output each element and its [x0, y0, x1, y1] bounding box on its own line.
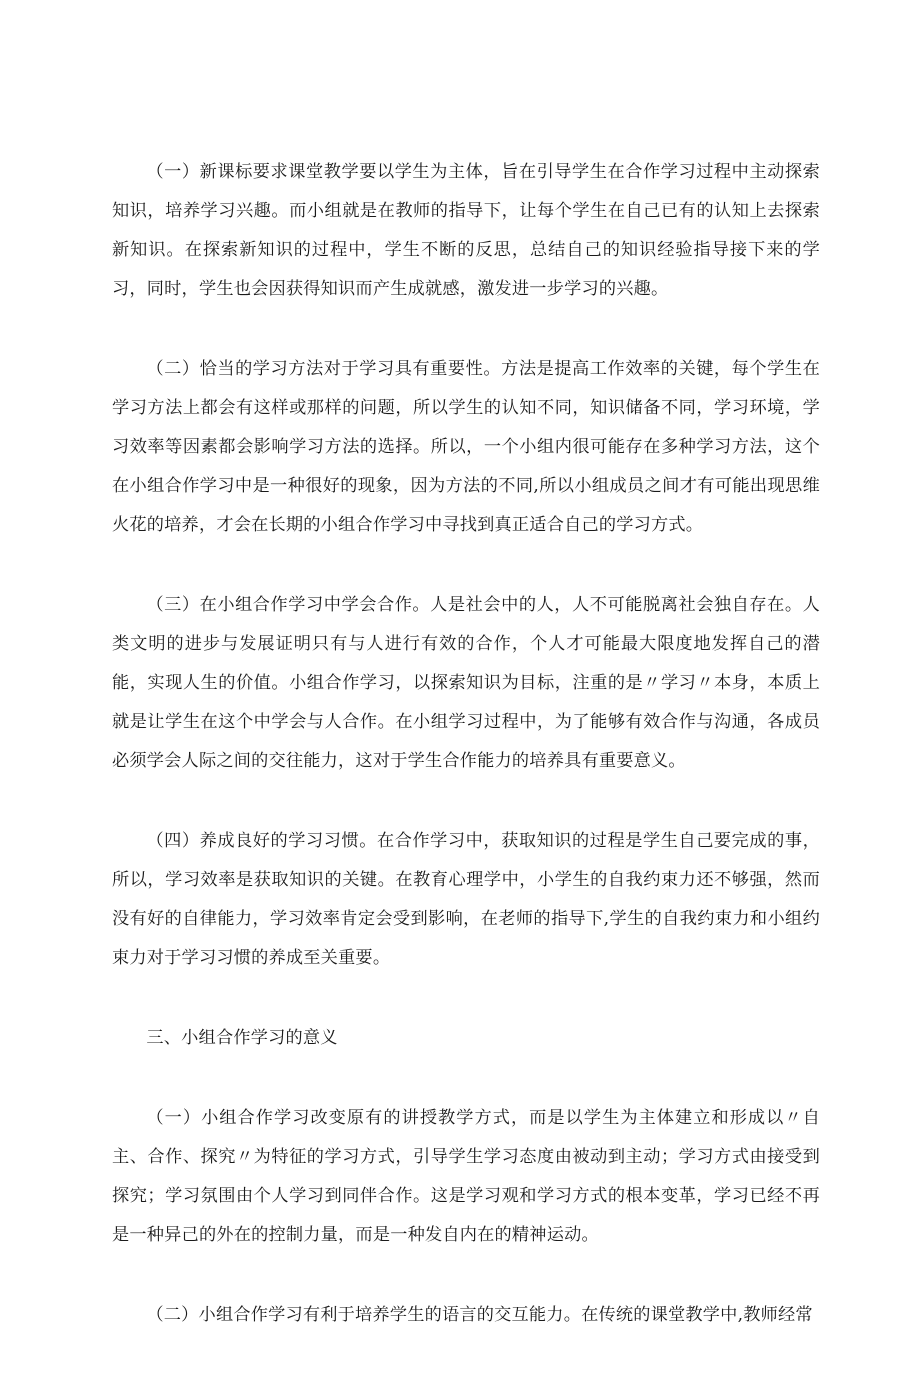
paragraph-6: （二）小组合作学习有利于培养学生的语言的交互能力。在传统的课堂教学中,教师经常 [146, 1305, 813, 1325]
document-body [112, 153, 820, 1376]
paragraph-5: （一）小组合作学习改变原有的讲授教学方式，而是以学生为主体建立和形成以〃自主、合作、探究〃为特征的学习方式，引导学生学习态度由被动到主动；学习方式由接受到探究；学习氛围由个人学习到同伴合作。这是学习观和学习方式的根本变革，学习已经不再是一种异己的外在的控制力量，而是一种发自内在的精神运动。 [112, 1108, 820, 1245]
paragraph-4: （四）养成良好的学习习惯。在合作学习中，获取知识的过程是学生自己要完成的事，所以，学习效率是获取知识的关键。在教育心理学中，小学生的自我约束力还不够强，然而没有好的自律能力，学习效率肯定会受到影响，在老师的指导下,学生的自我约束力和小组约束力对于学习习惯的养成至关重要。 [112, 831, 820, 968]
paragraph-1: （一）新课标要求课堂教学要以学生为主体，旨在引导学生在合作学习过程中主动探索知识，培养学习兴趣。而小组就是在教师的指导下，让每个学生在自己已有的认知上去探索新知识。在探索新知识的过程中，学生不断的反思，总结自己的知识经验指导接下来的学习，同时，学生也会因获得知识而产生成就感，激发进一步学习的兴趣。 [112, 162, 820, 299]
section-heading: 三、小组合作学习的意义 [146, 1028, 338, 1048]
paragraph-2: （二）恰当的学习方法对于学习具有重要性。方法是提高工作效率的关键，每个学生在学习方法上都会有这样或那样的问题，所以学生的认知不同，知识储备不同，学习环境，学习效率等因素都会影响学习方法的选择。所以，一个小组内很可能存在多种学习方法，这个在小组合作学习中是一种很好的现象，因为方法的不同,所以小组成员之间才有可能出现思维火花的培养，才会在长期的小组合作学习中寻找到真正适合自己的学习方式。 [112, 359, 820, 535]
paragraph-3: （三）在小组合作学习中学会合作。人是社会中的人，人不可能脱离社会独自存在。人类文明的进步与发展证明只有与人进行有效的合作，个人才可能最大限度地发挥自己的潜能，实现人生的价值。小组合作学习，以探索知识为目标，注重的是〃学习〃本身，本质上就是让学生在这个中学会与人合作。在小组学习过程中，为了能够有效合作与沟通，各成员必须学会人际之间的交往能力，这对于学生合作能力的培养具有重要意义。 [112, 595, 820, 771]
